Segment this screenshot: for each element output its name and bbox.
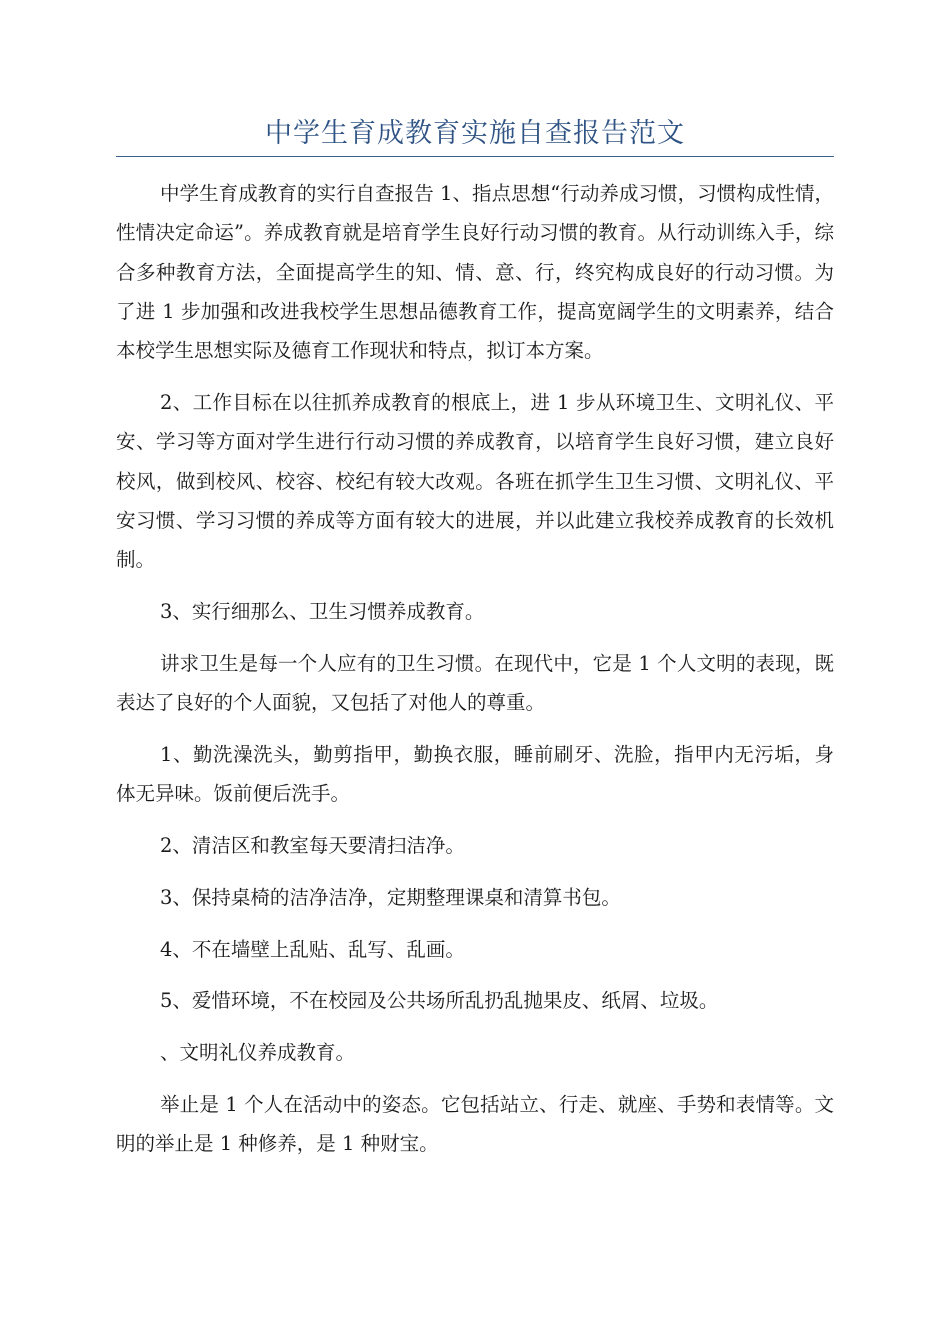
paragraph-etiquette-heading: 、文明礼仪养成教育。 <box>160 1041 356 1065</box>
paragraph-hygiene-heading: 3、实行细那么、卫生习惯养成教育。 <box>160 599 485 623</box>
paragraph-hygiene-intro: 讲求卫生是每一个人应有的卫生习惯。在现代中，它是 1 个人文明的表现，既表达了良好的个人面貌，又包括了对他人的尊重。 <box>116 651 834 715</box>
page-title: 中学生育成教育实施自查报告范文 <box>265 118 685 149</box>
paragraph-item-3: 3、保持桌椅的洁净洁净，定期整理课桌和清算书包。 <box>160 885 621 909</box>
paragraph-item-5: 5、爱惜环境，不在校园及公共场所乱扔乱抛果皮、纸屑、垃圾。 <box>160 989 719 1013</box>
paragraph-work-goals: 2、工作目标在以往抓养成教育的根底上，进 1 步从环境卫生、文明礼仪、平安、学习等方面对学生进行行动习惯的养成教育，以培育学生良好习惯，建立良好校风，做到校风、校容、校纪有较大改观。各班在抓学生卫生习惯、文明礼仪、平安习惯、学习习惯的养成等方面有较大的进展，并以此建立我校养成教育的长效机制。 <box>116 390 834 572</box>
document-body <box>116 174 834 1164</box>
paragraph-intro: 中学生育成教育的实行自查报告 1、指点思想“行动养成习惯，习惯构成性情，性情决定命运”。养成教育就是培育学生良好行动习惯的教育。从行动训练入手，综合多种教育方法，全面提高学生的知、情、意、行，终究构成良好的行动习惯。为了进 1 步加强和改进我校学生思想品德教育工作，提高宽阔学生的文明素养，结合本校学生思想实际及德育工作现状和特点，拟订本方案。 <box>116 182 834 363</box>
paragraph-item-4: 4、不在墙壁上乱贴、乱写、乱画。 <box>160 937 465 961</box>
paragraph-item-1: 1、勤洗澡洗头，勤剪指甲，勤换衣服，睡前刷牙、洗脸，指甲内无污垢，身体无异味。饭前便后洗手。 <box>116 742 834 806</box>
paragraph-etiquette-intro: 举止是 1 个人在活动中的姿态。它包括站立、行走、就座、手势和表情等。文明的举止是 1 种修养，是 1 种财宝。 <box>116 1092 834 1156</box>
paragraph-item-2: 2、清洁区和教室每天要清扫洁净。 <box>160 833 465 857</box>
title-block <box>116 112 834 157</box>
